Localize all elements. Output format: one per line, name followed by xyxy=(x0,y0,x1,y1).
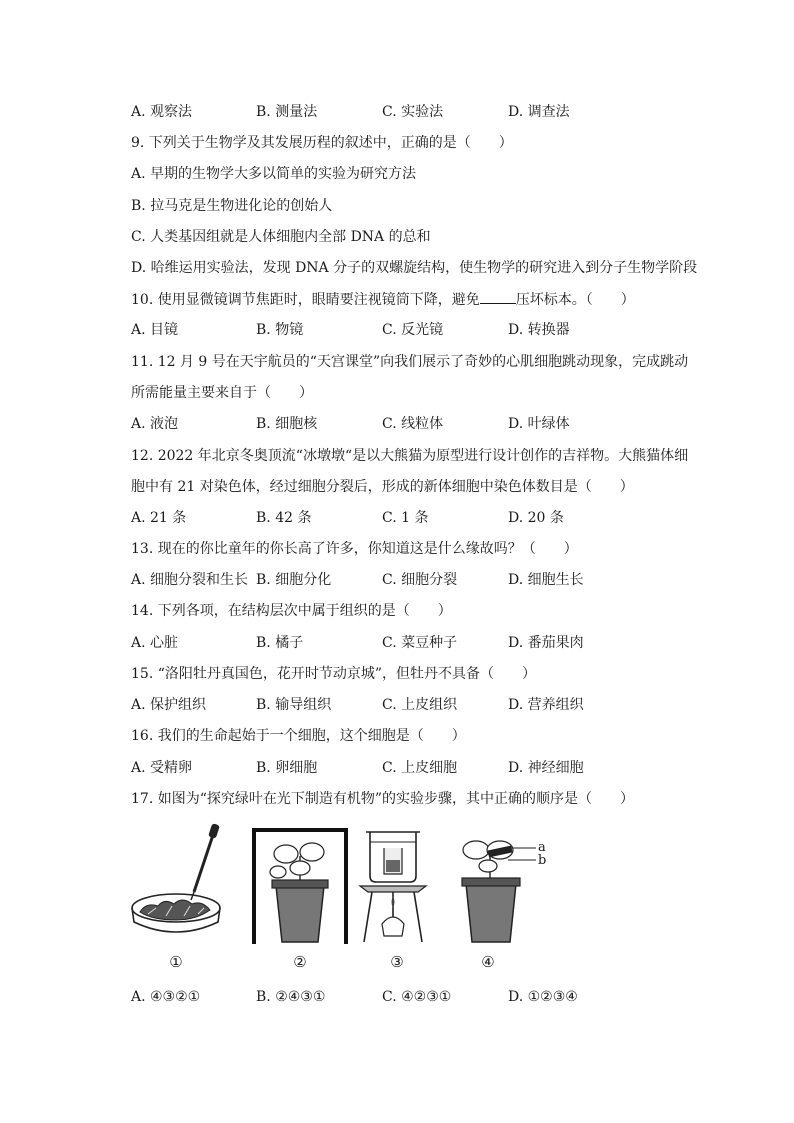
q14-option-b[interactable]: B. 橘子 xyxy=(256,635,304,651)
q12-stem-line2: 胞中有 21 对染色体，经过细胞分裂后，形成的新体细胞中染色体数目是（ ） xyxy=(131,479,634,495)
q11-options xyxy=(131,414,691,434)
q9-option-a[interactable]: A. 早期的生物学大多以简单的实验为研究方法 xyxy=(131,166,417,182)
q14-option-a[interactable]: A. 心脏 xyxy=(131,635,179,651)
figure-label-4: ④ xyxy=(481,953,495,971)
q13-options xyxy=(131,570,691,590)
q16-stem: 16. 我们的生命起始于一个细胞，这个细胞是（ ） xyxy=(131,728,466,744)
q11-option-b[interactable]: B. 细胞核 xyxy=(256,416,318,432)
q13-option-d[interactable]: D. 细胞生长 xyxy=(508,572,584,588)
q13-stem: 13. 现在的你比童年的你长高了许多，你知道这是什么缘故吗？（ ） xyxy=(131,541,578,557)
q11-option-a[interactable]: A. 液泡 xyxy=(131,416,179,432)
q17-option-c[interactable]: C. ④②③① xyxy=(382,989,452,1005)
q9-option-c[interactable]: C. 人类基因组就是人体细胞内全部 DNA 的总和 xyxy=(131,229,431,245)
q15-option-d[interactable]: D. 营养组织 xyxy=(508,697,584,713)
q9-option-d[interactable]: D. 哈维运用实验法，发现 DNA 分子的双螺旋结构，使生物学的研究进入到分子生物学阶段 xyxy=(131,260,698,276)
q14-stem: 14. 下列各项，在结构层次中属于组织的是（ ） xyxy=(131,603,452,619)
q14-option-c[interactable]: C. 菜豆种子 xyxy=(382,635,458,651)
q10-stem-before: 10. 使用显微镜调节焦距时，眼睛要注视镜筒下降，避免 xyxy=(131,292,480,308)
q8-option-c[interactable]: C. 实验法 xyxy=(382,104,444,120)
q8-option-a[interactable]: A. 观察法 xyxy=(131,104,193,120)
q16-option-b[interactable]: B. 卵细胞 xyxy=(256,760,318,776)
leaf-label-b: b xyxy=(538,853,547,868)
q12-stem-line1: 12. 2022 年北京冬奥顶流“冰墩墩“是以大熊猫为原型进行设计创作的吉祥物。大熊猫体细 xyxy=(131,448,689,464)
q11-stem-line2: 所需能量主要来自于（ ） xyxy=(131,385,313,401)
q10-option-d[interactable]: D. 转换器 xyxy=(508,322,570,338)
q17-option-d[interactable]: D. ①②③④ xyxy=(508,989,578,1005)
q8-option-d[interactable]: D. 调查法 xyxy=(508,104,570,120)
figure-label-1: ① xyxy=(169,953,183,971)
q16-option-a[interactable]: A. 受精卵 xyxy=(131,760,193,776)
q12-option-a[interactable]: A. 21 条 xyxy=(131,510,187,526)
figure-label-2: ② xyxy=(293,953,307,971)
q12-option-c[interactable]: C. 1 条 xyxy=(382,510,429,526)
q15-option-c[interactable]: C. 上皮组织 xyxy=(382,697,458,713)
water-bath-heating-illustration xyxy=(358,824,428,950)
q11-stem-line1: 11. 12 月 9 号在天宇航员的“天宫课堂”向我们展示了奇妙的心肌细胞跳动现象，完成跳动 xyxy=(131,354,689,370)
potted-plant-in-box-illustration xyxy=(250,826,350,950)
q9-stem: 9. 下列关于生物学及其发展历程的叙述中，正确的是（ ） xyxy=(131,135,513,151)
figure-label-3: ③ xyxy=(390,953,404,971)
q10-blank xyxy=(480,289,516,304)
q13-option-c[interactable]: C. 细胞分裂 xyxy=(382,572,458,588)
q13-option-b[interactable]: B. 细胞分化 xyxy=(256,572,332,588)
q10-stem-after: 压坏标本。（ ） xyxy=(515,292,635,308)
q10-options xyxy=(131,320,691,340)
q17-option-a[interactable]: A. ④③②① xyxy=(131,989,201,1005)
q17-option-b[interactable]: B. ②④③① xyxy=(256,989,326,1005)
q10-option-a[interactable]: A. 目镜 xyxy=(131,322,179,338)
q14-option-d[interactable]: D. 番茄果肉 xyxy=(508,635,584,651)
q16-option-c[interactable]: C. 上皮细胞 xyxy=(382,760,458,776)
q9-option-b[interactable]: B. 拉马克是生物进化论的创始人 xyxy=(131,198,333,214)
q17-figure xyxy=(126,820,556,980)
q8-options xyxy=(131,102,691,122)
q17-options xyxy=(131,987,691,1007)
q11-option-d[interactable]: D. 叶绿体 xyxy=(508,416,570,432)
q8-option-b[interactable]: B. 测量法 xyxy=(256,104,318,120)
q11-option-c[interactable]: C. 线粒体 xyxy=(382,416,444,432)
q12-options xyxy=(131,508,691,528)
q15-stem: 15. “洛阳牡丹真国色，花开时节动京城”，但牡丹不具备（ ） xyxy=(131,666,537,682)
q16-option-d[interactable]: D. 神经细胞 xyxy=(508,760,584,776)
q14-options xyxy=(131,633,691,653)
q15-option-b[interactable]: B. 输导组织 xyxy=(256,697,332,713)
q10-option-b[interactable]: B. 物镜 xyxy=(256,322,304,338)
q15-option-a[interactable]: A. 保护组织 xyxy=(131,697,207,713)
petri-dish-dropper-illustration xyxy=(126,820,236,950)
q12-option-d[interactable]: D. 20 条 xyxy=(508,510,564,526)
q15-options xyxy=(131,695,691,715)
q10-option-c[interactable]: C. 反光镜 xyxy=(382,322,444,338)
q12-option-b[interactable]: B. 42 条 xyxy=(256,510,312,526)
q17-stem: 17. 如图为“探究绿叶在光下制造有机物”的实验步骤，其中正确的顺序是（ ） xyxy=(131,791,635,807)
q10-stem xyxy=(131,289,635,310)
q16-options xyxy=(131,758,691,778)
q13-option-a[interactable]: A. 细胞分裂和生长 xyxy=(131,572,249,588)
leaf-label-a: a xyxy=(538,840,546,855)
